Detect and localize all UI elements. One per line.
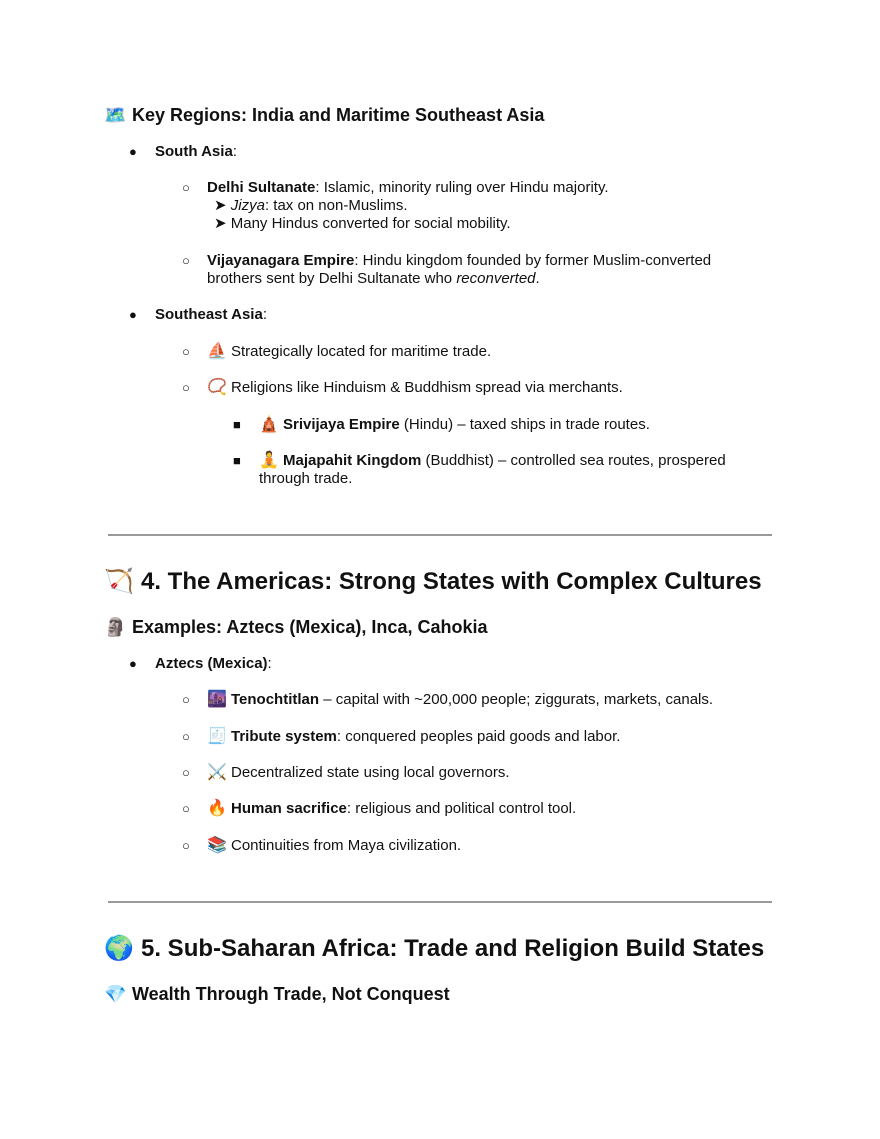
bold-term: Vijayanagara Empire [207, 252, 355, 269]
text: Many Hindus converted for social mobility. [230, 215, 511, 232]
text: brothers sent by Delhi Sultanate who [207, 270, 457, 287]
list-item-maritime [207, 342, 491, 362]
bold-term: Human sacrifice [231, 800, 347, 817]
text: . [535, 270, 540, 287]
heading-text: Key Regions: India and Maritime Southeast Asia [132, 105, 545, 125]
bow-and-arrow-icon: 🏹 [104, 568, 134, 595]
bullet-disc: ● [129, 144, 137, 159]
heading-africa [104, 934, 764, 964]
bullet-circle: ○ [182, 692, 190, 707]
bullet-circle: ○ [182, 801, 190, 816]
label: Southeast Asia [155, 306, 263, 323]
list-item-maya [207, 836, 461, 856]
text: : tax on non-Muslims. [264, 197, 408, 214]
gem-icon: 💎 [104, 984, 127, 1004]
list-item-southeast-asia [155, 305, 267, 325]
text: – capital with ~200,000 people; ziggurats, markets, canals. [319, 691, 714, 708]
list-item-vijayanagara [207, 251, 711, 271]
bullet-circle: ○ [182, 253, 190, 268]
meditation-icon: 🧘 [259, 452, 279, 469]
list-item-srivijaya [259, 415, 650, 435]
crossed-swords-icon: ⚔️ [207, 764, 227, 781]
prayer-beads-icon: 📿 [207, 379, 227, 396]
text: : conquered peoples paid goods and labor. [336, 728, 621, 745]
bullet-circle: ○ [182, 765, 190, 780]
sub-item-conversion [214, 214, 511, 234]
bold-term: Tribute system [231, 728, 337, 745]
colon: : [262, 306, 267, 323]
bullet-circle: ○ [182, 729, 190, 744]
list-item-south-asia [155, 142, 237, 162]
text: : religious and political control tool. [346, 800, 577, 817]
text: : Islamic, minority ruling over Hindu majority. [315, 179, 609, 196]
text: Religions like Hinduism & Buddhism spread via merchants. [231, 379, 623, 396]
moai-icon: 🗿 [104, 617, 127, 637]
heading-text: 4. The Americas: Strong States with Complex Cultures [141, 568, 762, 595]
bold-term: Srivijaya Empire [283, 416, 400, 433]
cityscape-dusk-icon: 🌆 [207, 691, 227, 708]
label: Aztecs (Mexica) [155, 655, 268, 672]
colon: : [267, 655, 272, 672]
subheading-wealth [104, 982, 450, 1006]
fire-icon: 🔥 [207, 800, 227, 817]
world-map-icon: 🗺️ [104, 105, 127, 125]
arrow-bullet-icon: ➤ [214, 197, 227, 214]
bullet-circle: ○ [182, 838, 190, 853]
list-item-tribute [207, 727, 620, 747]
heading-text: Wealth Through Trade, Not Conquest [132, 984, 450, 1004]
bullet-disc: ● [129, 307, 137, 322]
bold-term: Delhi Sultanate [207, 179, 316, 196]
list-item-majapahit [259, 451, 726, 471]
bold-term: Majapahit Kingdom [283, 452, 422, 469]
label: South Asia [155, 143, 233, 160]
list-item-delhi-sultanate [207, 178, 609, 198]
list-item-majapahit-cont [259, 469, 352, 489]
temple-icon: 🛕 [259, 416, 279, 433]
subheading-examples [104, 615, 487, 639]
text: Strategically located for maritime trade. [231, 343, 492, 360]
arrow-bullet-icon: ➤ [214, 215, 227, 232]
bullet-disc: ● [129, 656, 137, 671]
bullet-circle: ○ [182, 380, 190, 395]
sub-item-jizya [214, 196, 408, 216]
text: Decentralized state using local governors. [231, 764, 510, 781]
heading-text: Examples: Aztecs (Mexica), Inca, Cahokia [132, 617, 488, 637]
text: Continuities from Maya civilization. [231, 837, 462, 854]
globe-africa-icon: 🌍 [104, 935, 134, 962]
horizontal-divider [108, 534, 772, 536]
bold-term: Tenochtitlan [231, 691, 320, 708]
list-item-decentralized [207, 763, 509, 783]
text: : Hindu kingdom founded by former Muslim-converted [354, 252, 712, 269]
list-item-tenochtitlan [207, 690, 713, 710]
colon: : [232, 143, 237, 160]
heading-key-regions [104, 103, 544, 127]
sailboat-icon: ⛵ [207, 343, 227, 360]
list-item-sacrifice [207, 799, 576, 819]
receipt-icon: 🧾 [207, 728, 227, 745]
bullet-square: ■ [233, 417, 241, 432]
heading-americas [104, 567, 762, 597]
list-item-vijayanagara-cont [207, 269, 540, 289]
list-item-aztecs [155, 654, 272, 674]
text: (Hindu) – taxed ships in trade routes. [399, 416, 650, 433]
italic-term: reconverted [456, 270, 536, 287]
list-item-religions [207, 378, 623, 398]
horizontal-divider [108, 901, 772, 903]
text: (Buddhist) – controlled sea routes, prospered [421, 452, 726, 469]
bullet-square: ■ [233, 453, 241, 468]
books-icon: 📚 [207, 837, 227, 854]
bullet-circle: ○ [182, 180, 190, 195]
text: through trade. [259, 470, 353, 487]
italic-term: Jizya [230, 197, 265, 214]
heading-text: 5. Sub-Saharan Africa: Trade and Religion Build States [141, 935, 765, 962]
bullet-circle: ○ [182, 344, 190, 359]
